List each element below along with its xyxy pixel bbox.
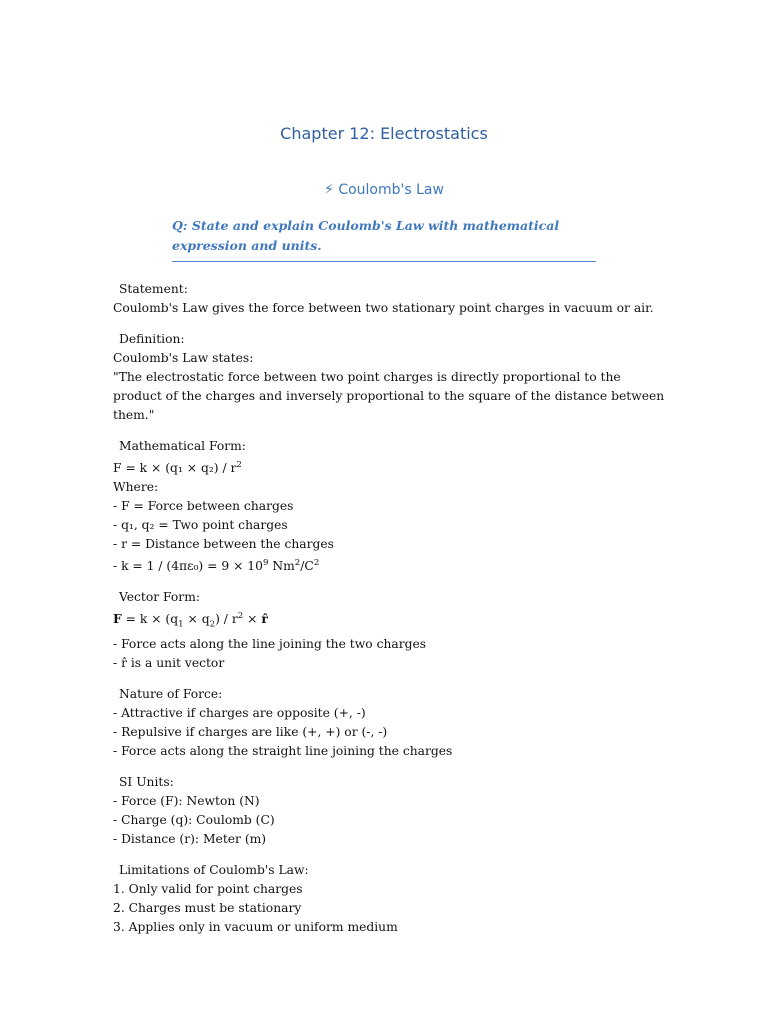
vector-force-symbol: F bbox=[113, 611, 122, 627]
si-unit-item: - Force (F): Newton (N) bbox=[113, 793, 260, 808]
limitation-item: 3. Applies only in vacuum or uniform medium bbox=[113, 919, 398, 934]
math-form-heading: Mathematical Form: bbox=[119, 439, 246, 453]
nature-item: - Attractive if charges are opposite (+, -) bbox=[113, 705, 366, 720]
statement-heading: Statement: bbox=[119, 282, 188, 296]
si-units-section bbox=[113, 773, 673, 849]
vector-form-section bbox=[113, 588, 673, 673]
limitations-heading: Limitations of Coulomb's Law: bbox=[119, 862, 309, 877]
vector-item: - r̂ is a unit vector bbox=[113, 655, 225, 670]
k-exponent: 9 bbox=[262, 558, 269, 569]
vector-sub-1: 1 bbox=[178, 619, 184, 630]
statement-text: Coulomb's Law gives the force between two stationary point charges in vacuum or air. bbox=[113, 301, 654, 315]
nature-item: - Repulsive if charges are like (+, +) or (-, -) bbox=[113, 724, 388, 739]
vector-formula-part: × bbox=[243, 612, 262, 627]
math-formula-exponent: 2 bbox=[236, 460, 242, 470]
question-text: Q: State and explain Coulomb's Law with mathematical expression and units. bbox=[172, 216, 596, 262]
where-item: - F = Force between charges bbox=[113, 499, 294, 514]
statement-section bbox=[113, 280, 673, 318]
k-unit-exponent: 2 bbox=[294, 558, 301, 569]
definition-intro: Coulomb's Law states: bbox=[113, 351, 254, 365]
limitation-item: 1. Only valid for point charges bbox=[113, 881, 303, 896]
k-unit: Nm bbox=[268, 559, 295, 574]
math-form-section bbox=[113, 437, 673, 576]
k-denominator-exponent: 2 bbox=[313, 558, 320, 569]
si-unit-item: - Charge (q): Coulomb (C) bbox=[113, 812, 275, 827]
vector-item: - Force acts along the line joining the two charges bbox=[113, 636, 427, 651]
si-unit-item: - Distance (r): Meter (m) bbox=[113, 831, 267, 846]
document-body bbox=[113, 280, 673, 949]
k-text: - k = 1 / (4πε₀) = 9 × 10 bbox=[113, 559, 263, 574]
vector-formula-part: = k × (q bbox=[121, 612, 179, 627]
where-item: - q₁, q₂ = Two point charges bbox=[113, 518, 288, 533]
vector-formula bbox=[113, 607, 673, 635]
vector-formula-part: × q bbox=[183, 612, 210, 627]
definition-section bbox=[113, 330, 673, 425]
section-title: ⚡ Coulomb's Law bbox=[324, 182, 444, 198]
definition-heading: Definition: bbox=[119, 332, 185, 346]
vector-exponent: 2 bbox=[237, 611, 244, 622]
nature-item: - Force acts along the straight line joining the charges bbox=[113, 743, 453, 758]
vector-formula-part: ) / r bbox=[215, 612, 238, 627]
si-units-heading: SI Units: bbox=[119, 774, 174, 789]
nature-heading: Nature of Force: bbox=[119, 686, 223, 701]
vector-form-heading: Vector Form: bbox=[119, 590, 200, 605]
unit-vector-symbol: r̂ bbox=[261, 611, 268, 627]
k-constant bbox=[113, 554, 673, 576]
math-formula bbox=[113, 456, 673, 478]
nature-section bbox=[113, 685, 673, 761]
limitations-section bbox=[113, 861, 673, 937]
where-item: - r = Distance between the charges bbox=[113, 537, 334, 552]
limitation-item: 2. Charges must be stationary bbox=[113, 900, 302, 915]
where-label: Where: bbox=[113, 480, 159, 495]
chapter-title: Chapter 12: Electrostatics bbox=[280, 124, 488, 143]
k-unit-denominator: /C bbox=[300, 559, 314, 574]
vector-sub-2: 2 bbox=[209, 619, 216, 630]
math-formula-text: F = k × (q₁ × q₂) / r bbox=[113, 461, 237, 476]
definition-quote: "The electrostatic force between two point charges is directly proportional to the product of the charges and inversely proportional to the square of the distance between them." bbox=[113, 370, 665, 422]
